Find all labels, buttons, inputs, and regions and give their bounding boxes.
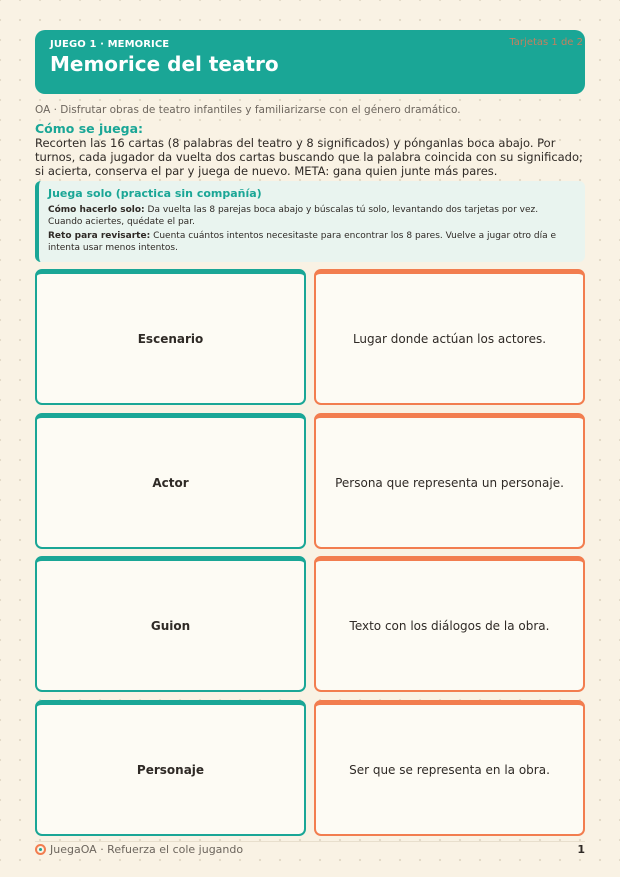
game-header <box>35 30 585 94</box>
game-kicker: JUEGO 1 · MEMORICE <box>50 39 170 50</box>
footer-brand: JuegaOA · Refuerza el cole jugando <box>50 843 244 856</box>
sheet-tag: Tarjetas 1 de 2 <box>509 37 583 48</box>
definition-card[interactable]: Persona que representa un personaje. <box>314 413 585 549</box>
solo-review-text: Cuenta cuántos intentos necesitaste para encontrar los 8 pares. Vuelve a jugar otro día e intenta usar menos intentos. <box>48 231 557 253</box>
solo-review-label: Reto para revisarte: <box>48 231 151 242</box>
learning-objective: OA · Disfrutar obras de teatro infantiles y familiarizarse con el género dramático. <box>35 104 461 116</box>
definition-card[interactable]: Ser que se representa en la obra. <box>314 700 585 836</box>
word-card[interactable]: Escenario <box>35 269 306 405</box>
instructions-heading: Cómo se juega: <box>35 121 144 136</box>
definition-card[interactable]: Texto con los diálogos de la obra. <box>314 556 585 692</box>
word-card[interactable]: Personaje <box>35 700 306 836</box>
word-card[interactable]: Actor <box>35 413 306 549</box>
page-title: Memorice del teatro <box>50 52 279 76</box>
brand-logo-icon <box>35 844 46 855</box>
solo-how-label: Cómo hacerlo solo: <box>48 205 145 215</box>
word-card[interactable]: Guion <box>35 556 306 692</box>
definition-card[interactable]: Lugar donde actúan los actores. <box>314 269 585 405</box>
solo-play-box <box>35 181 585 262</box>
solo-how-text: Da vuelta las 8 parejas boca abajo y búscalas tú solo, levantando dos tarjetas por vez. Cuando aciertes, quédate el par. <box>48 205 539 227</box>
page-number: 1 <box>577 843 585 856</box>
footer <box>35 843 585 856</box>
solo-review <box>48 231 575 254</box>
instructions-text: Recorten las 16 cartas (8 palabras del teatro y 8 significados) y pónganlas boca abajo. Por turnos, cada jugador da vuelta dos cartas buscando que la palabra coincida con su significado; si acierta, conserva el par y juega de nuevo. META: gana quien junte más pares. <box>35 136 583 179</box>
solo-how <box>48 205 575 228</box>
solo-heading: Juega solo (practica sin compañía) <box>48 187 262 200</box>
footer-divider <box>35 841 585 842</box>
